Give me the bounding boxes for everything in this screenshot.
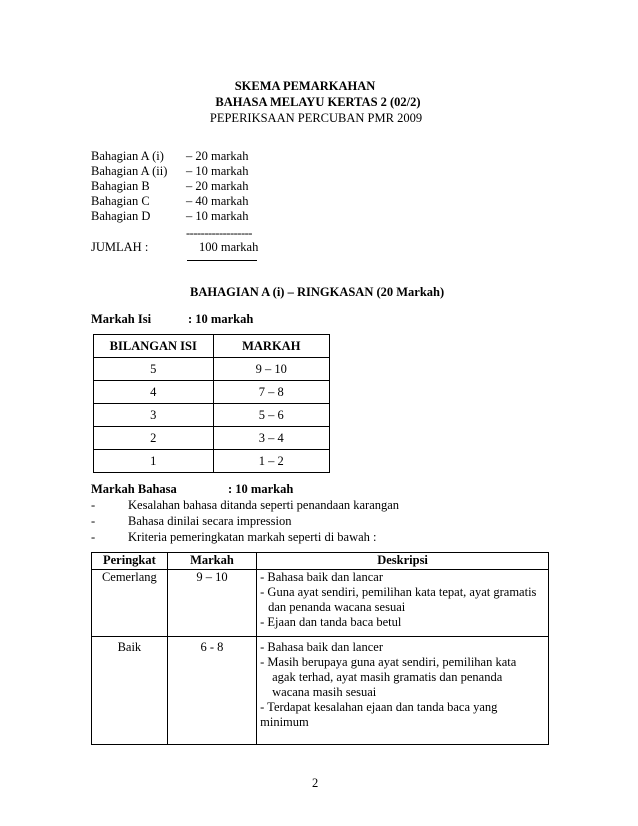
table-row — [94, 427, 330, 450]
summary-value: – 40 markah — [186, 194, 249, 208]
bullet-text: Kesalahan bahasa ditanda seperti penandaan karangan — [128, 498, 400, 512]
column-header: Markah — [167, 553, 256, 570]
table-row — [92, 637, 549, 745]
description-line: - Bahasa baik dan lancer — [260, 640, 383, 654]
table-cell: 1 — [94, 450, 214, 473]
doc-exam-name: PEPERIKSAAN PERCUBAN PMR 2009 — [209, 111, 423, 125]
bullet-dash: - — [91, 530, 96, 544]
table-row — [92, 570, 549, 637]
table-header-row — [94, 335, 330, 358]
total-label: JUMLAH : — [91, 240, 149, 254]
table-cell: 5 — [94, 358, 214, 381]
grade-description — [257, 570, 549, 637]
doc-subtitle: BAHASA MELAYU KERTAS 2 (02/2) — [215, 95, 421, 109]
page-number: 2 — [312, 776, 319, 790]
summary-dashes: ------------------ — [186, 226, 252, 240]
summary-label: Bahagian A (i) — [91, 149, 164, 163]
table-row — [94, 404, 330, 427]
description-line: - Guna ayat sendiri, pemilihan kata tepat, ayat gramatis — [260, 585, 537, 599]
description-line: - Ejaan dan tanda baca betul — [260, 615, 402, 629]
summary-value: – 20 markah — [186, 179, 249, 193]
summary-label: Bahagian A (ii) — [91, 164, 168, 178]
table-cell: 2 — [94, 427, 214, 450]
column-header: Deskripsi — [257, 553, 549, 570]
description-line: - Bahasa baik dan lancar — [260, 570, 383, 584]
description-line: minimum — [260, 715, 309, 729]
description-line: agak terhad, ayat masih gramatis dan penanda — [272, 670, 503, 684]
summary-label: Bahagian C — [91, 194, 150, 208]
table-cell: 5 – 6 — [213, 404, 329, 427]
table-cell: 7 – 8 — [213, 381, 329, 404]
table-cell: 1 – 2 — [213, 450, 329, 473]
markah-bahasa-value: : 10 markah — [228, 482, 294, 496]
grade-marks: 6 - 8 — [167, 637, 256, 745]
description-line: dan penanda wacana sesuai — [268, 600, 406, 614]
column-header: MARKAH — [213, 335, 329, 358]
table-header-row — [92, 553, 549, 570]
bullet-dash: - — [91, 498, 96, 512]
summary-value: – 10 markah — [186, 209, 249, 223]
table-cell: 3 — [94, 404, 214, 427]
column-header: Peringkat — [92, 553, 168, 570]
markah-bahasa-label: Markah Bahasa — [91, 482, 177, 496]
description-line: - Terdapat kesalahan ejaan dan tanda baca yang — [260, 700, 498, 714]
table-row — [94, 450, 330, 473]
grade-description — [257, 637, 549, 745]
total-underline — [187, 260, 257, 261]
table-cell: 3 – 4 — [213, 427, 329, 450]
bullet-text: Bahasa dinilai secara impression — [128, 514, 292, 528]
table-cell: 4 — [94, 381, 214, 404]
doc-title: SKEMA PEMARKAHAN — [234, 79, 376, 93]
markah-isi-value: : 10 markah — [188, 312, 254, 326]
markah-isi-label: Markah Isi — [91, 312, 152, 326]
total-value: 100 markah — [199, 240, 259, 254]
column-header: BILANGAN ISI — [94, 335, 214, 358]
description-line: wacana masih sesuai — [272, 685, 377, 699]
summary-value: – 20 markah — [186, 149, 249, 163]
description-line: - Masih berupaya guna ayat sendiri, pemilihan kata — [260, 655, 517, 669]
summary-label: Bahagian B — [91, 179, 150, 193]
table-row — [94, 381, 330, 404]
table-row — [94, 358, 330, 381]
table-cell: 9 – 10 — [213, 358, 329, 381]
bullet-dash: - — [91, 514, 96, 528]
section-heading: BAHAGIAN A (i) – RINGKASAN (20 Markah) — [190, 285, 445, 299]
bullet-text: Kriteria pemeringkatan markah seperti di bawah : — [128, 530, 377, 544]
grade-level: Cemerlang — [92, 570, 168, 637]
grading-criteria-table — [91, 552, 549, 745]
grade-level: Baik — [92, 637, 168, 745]
summary-label: Bahagian D — [91, 209, 151, 223]
isi-marks-table — [93, 334, 330, 473]
summary-value: – 10 markah — [186, 164, 249, 178]
grade-marks: 9 – 10 — [167, 570, 256, 637]
